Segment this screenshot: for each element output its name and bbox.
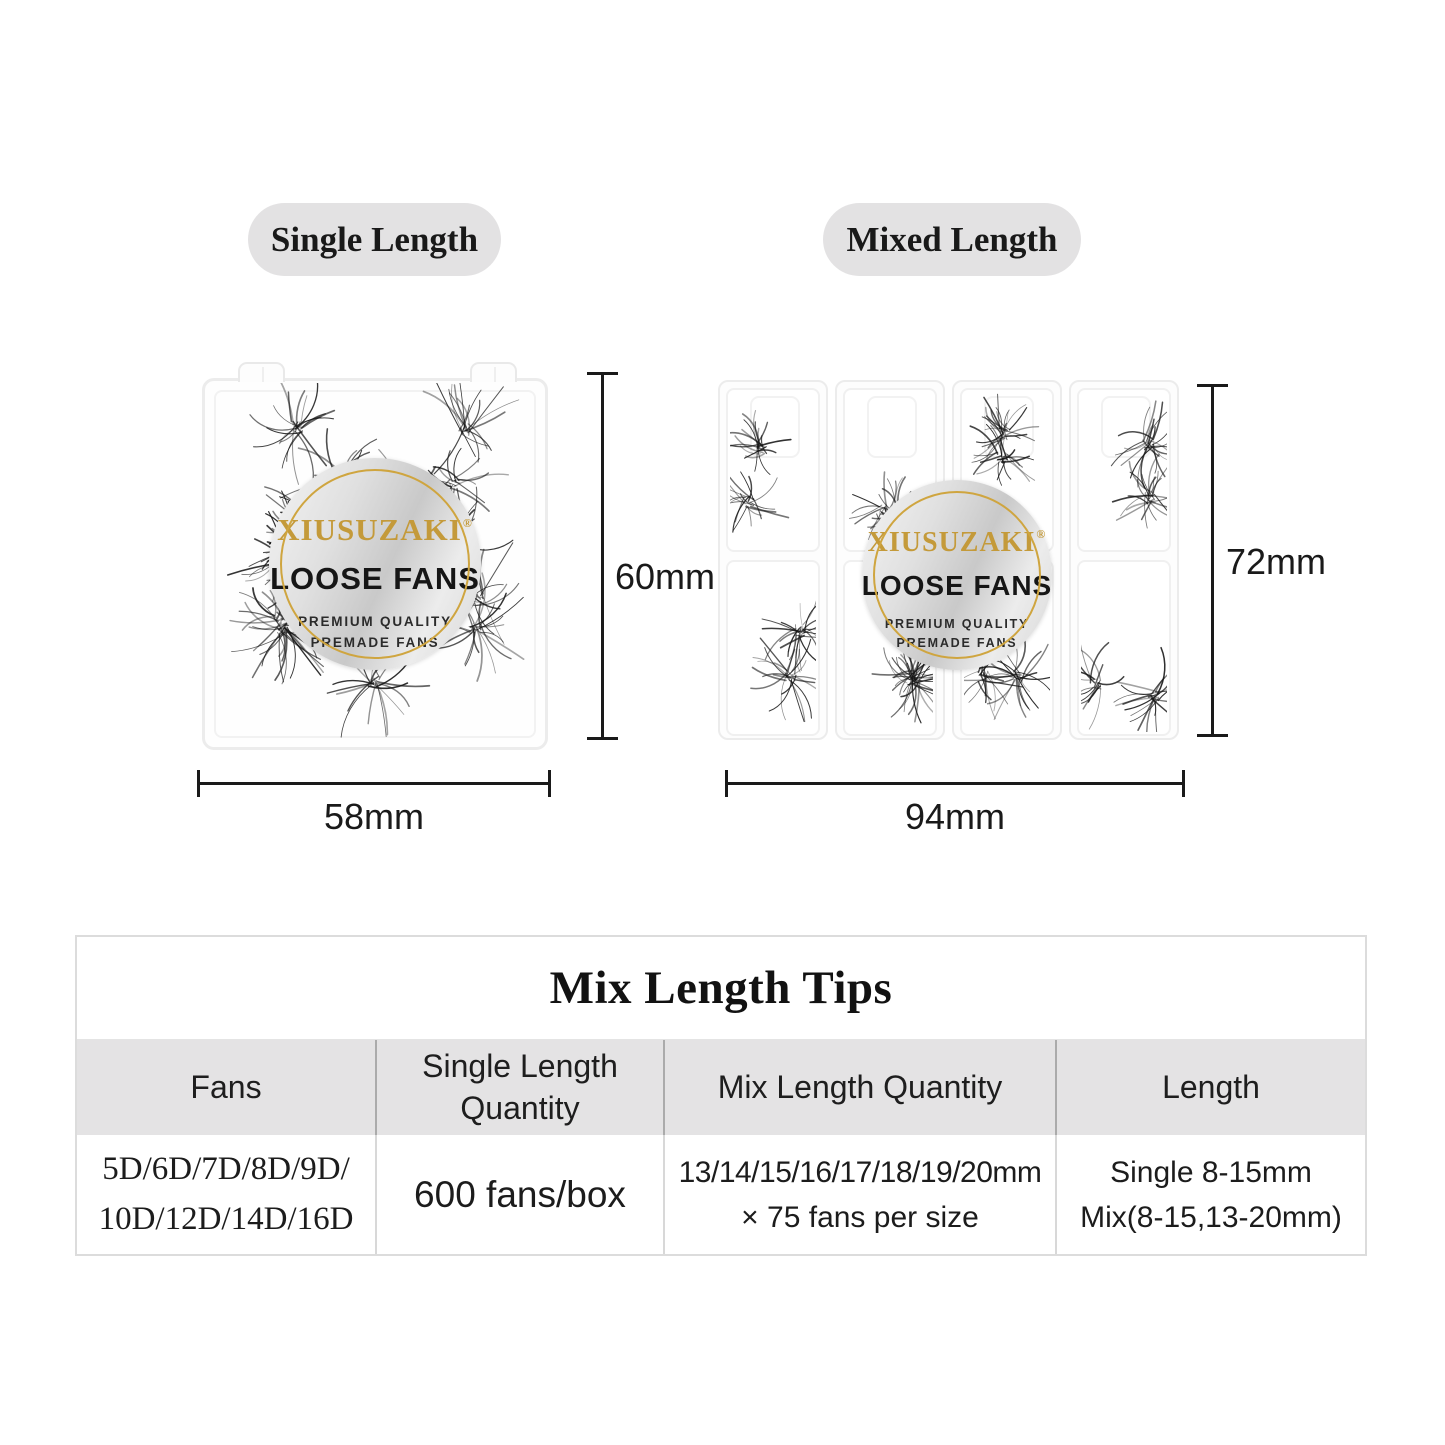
cell-fans-line1: 5D/6D/7D/8D/9D/ <box>102 1151 350 1188</box>
header-cell-mix-length-quantity: Mix Length Quantity <box>665 1040 1057 1135</box>
cell-mix-length-quantity <box>665 1135 1057 1254</box>
lash-clump <box>730 392 816 548</box>
dim-line-width-single <box>197 782 551 785</box>
registered-mark: ® <box>462 516 473 530</box>
label-subtitle-line2: PREMADE FANS <box>896 636 1018 651</box>
badge-mixed-length-text: Mixed Length <box>846 219 1058 259</box>
compartment <box>1077 560 1171 736</box>
dim-label-single-width: 58mm <box>323 796 425 837</box>
box-hinge <box>470 362 517 382</box>
header-cell-length: Length <box>1057 1040 1365 1135</box>
header-cell-single-length-quantity: Single Length Quantity <box>377 1040 665 1135</box>
cell-single-length-quantity-value: 600 fans/box <box>414 1173 626 1215</box>
label-subtitle-line1: PREMIUM QUALITY <box>298 614 452 629</box>
product-name: LOOSE FANS <box>270 561 480 596</box>
lash-clump <box>1081 392 1167 548</box>
dim-label-mixed-height: 72mm <box>1226 541 1327 582</box>
box-hinge <box>238 362 285 382</box>
cell-mix-length-quantity-line1: 13/14/15/16/17/18/19/20mm <box>678 1155 1042 1189</box>
lash-clump <box>1081 564 1167 732</box>
label-subtitle-line2: PREMADE FANS <box>310 634 440 650</box>
cell-fans <box>77 1135 377 1254</box>
product-name: LOOSE FANS <box>861 570 1053 601</box>
compartment-column <box>718 380 828 740</box>
cell-mix-length-quantity-line2: × 75 fans per size <box>741 1200 979 1234</box>
compartment <box>726 560 820 736</box>
cell-length <box>1057 1135 1365 1254</box>
dim-line-height-single <box>601 372 604 740</box>
header-cell-fans: Fans <box>77 1040 377 1135</box>
dim-label-single-height: 60mm <box>615 556 716 597</box>
brand-name: XIUSUZAKI® <box>277 512 473 547</box>
badge-mixed-length <box>823 203 1081 276</box>
dim-label-mixed-width: 94mm <box>904 796 1006 837</box>
gold-ring <box>873 491 1041 659</box>
badge-single-length-text: Single Length <box>270 219 479 259</box>
table-title: Mix Length Tips <box>77 937 1365 1040</box>
label-subtitle-line1: PREMIUM QUALITY <box>884 617 1030 631</box>
cell-length-line2: Mix(8-15,13-20mm) <box>1080 1200 1342 1234</box>
brand-label <box>862 480 1052 670</box>
dim-line-height-mixed <box>1211 384 1214 737</box>
brand-label <box>269 458 481 670</box>
compartment <box>726 388 820 552</box>
registered-mark: ® <box>1036 527 1047 541</box>
compartment <box>1077 388 1171 552</box>
lash-clump <box>730 564 816 732</box>
badge-single-length <box>248 203 501 276</box>
cell-fans-line2: 10D/12D/14D/16D <box>98 1200 354 1237</box>
dim-line-width-mixed <box>725 782 1185 785</box>
gold-ring <box>280 469 470 659</box>
table-grid <box>77 1040 1365 1254</box>
tips-table <box>75 935 1367 1256</box>
compartment-column <box>1069 380 1179 740</box>
mixed-length-box <box>718 380 1180 740</box>
single-length-box <box>202 378 548 750</box>
cell-length-line1: Single 8-15mm <box>1110 1155 1312 1189</box>
brand-name: XIUSUZAKI® <box>867 527 1047 558</box>
cell-single-length-quantity <box>377 1135 665 1254</box>
